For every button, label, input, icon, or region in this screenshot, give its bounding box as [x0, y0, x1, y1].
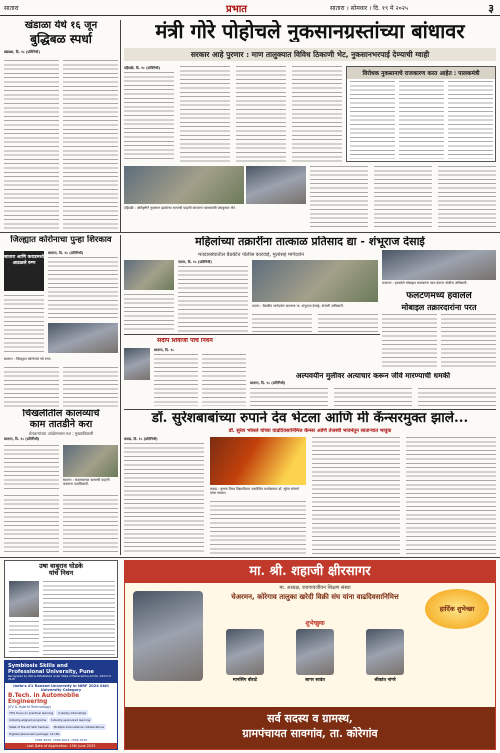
- ad-bullets: [5, 709, 117, 738]
- ad-rank: India's #1 Ranked University in NIRF 2024 Skill University Category: [13, 684, 109, 692]
- phaltan-story: [382, 250, 496, 370]
- ad-symbiosis: [4, 660, 118, 750]
- canal-photo: [63, 445, 118, 477]
- women-photo-small: [124, 260, 174, 290]
- ad-course: B.Tech. in Automobile Engineering: [8, 693, 80, 705]
- women-photo: [252, 260, 378, 302]
- ad-bullet: Multiple international collaborations: [53, 725, 105, 729]
- greeting-badge: हार्दिक शुभेच्छा: [425, 589, 489, 629]
- ad-bullet: 70% focus on practical learning: [9, 711, 54, 715]
- doctor-headline: डॉ. सुरेशबाबांच्या रुपाने देव भेटला आणि मी कॅन्सरमुक्त झाले...: [151, 411, 469, 426]
- ad-bullet: Industry-aligned programs: [9, 718, 47, 722]
- profile-dateline: सातारा, दि. १८: [154, 348, 175, 352]
- obituary-title: उषा बाबूराव घोडके: [39, 562, 83, 570]
- lead-photo-1: [124, 166, 244, 204]
- boxed-story: [346, 66, 496, 162]
- phaltan-caption: फलटण : हरवलेले मोबाइल मालकांना परत देताना पोलीस अधिकारी.: [382, 281, 468, 285]
- wisher-name: मानसिंग बोराटे: [232, 678, 258, 683]
- lead-dateline: दहिवडी, दि. १८ (प्रतिनिधी): [124, 66, 161, 70]
- issue-date: सातारा । सोमवार । दि. १९ मे २०२५: [330, 5, 408, 12]
- lead-body: [124, 66, 342, 162]
- greeting-title: मा. श्री. शहाजी क्षीरसागर: [249, 564, 371, 579]
- wisher-name: श्रीकांत नांगरे: [374, 678, 396, 683]
- ad-phone: 7066 3939, 7066 9004, 7066 3030: [34, 738, 88, 742]
- doctor-body: [124, 437, 496, 555]
- women-headline: महिलांच्या तक्रारींना तात्काळ प्रतिसाद द्या - शंभूराज देसाई: [195, 236, 425, 248]
- corona-story: [4, 235, 118, 407]
- greeting-footer-1: सर्व सदस्य व ग्रामस्थ,: [267, 712, 353, 725]
- women-subhead: मतदारसंघातील बैठकीत पोलीस कारवाई, मुलांसह मार्गदर्शन: [198, 252, 304, 258]
- canal-dateline: सातारा, दि. १८ (प्रतिनिधी): [4, 437, 40, 442]
- chess-title: खंडाळा येथे १६ जून: [24, 20, 98, 31]
- ad-org-2: Professional University, Pune: [8, 669, 94, 675]
- greeting-portrait: [133, 591, 203, 681]
- obituary-box: [4, 560, 118, 658]
- phaltan-title: फलटणमध्ये हवालेले: [406, 292, 472, 301]
- wisher-name: सागर सावंत: [305, 678, 325, 683]
- lead-photo-2: [246, 166, 306, 204]
- abuse-title: अल्पवयीन मुलीवर अत्याचार करून जीवे मारण्याची धमकी: [295, 372, 451, 380]
- ad-tagline: Recognized by UGC & Established under State of Maharashtra Act No. XXXVI of 2018: [8, 675, 111, 681]
- paper-logo: प्रभात: [226, 4, 248, 15]
- canal-story: [4, 409, 118, 555]
- doctor-caption: कराड : कृष्णा विश्व विद्यापीठात आयोजित कार्यक्रमात डॉ. सुरेश भोसले यांचा सत्कार.: [210, 487, 299, 496]
- ad-org: Symbiosis Skills and: [8, 663, 68, 669]
- page-number: ३: [488, 2, 494, 15]
- wisher-photo: [366, 629, 404, 675]
- profile-story: [124, 338, 246, 406]
- lead-subhead: सरकार आहे पुरणार : माण तालुक्यात विविध ठिकाणी भेट, नुकसानभरपाई देण्याची ग्वाही: [124, 48, 496, 61]
- women-caption: पाटण : बैठकीत मार्गदर्शन करताना ना. शंभूराज देसाई, शेजारी अधिकारी.: [252, 304, 344, 308]
- chess-story: [4, 20, 118, 230]
- lead-headline: मंत्री गोरे पोहोचले नुकसानग्रस्तांच्या बांधावर: [155, 20, 465, 42]
- wisher-card: [215, 629, 275, 699]
- phaltan-title-2: मोबाइल तक्रारदारांना परत: [401, 303, 477, 312]
- abuse-story: [250, 372, 496, 408]
- wishers-title: शुभेच्छुक: [305, 620, 325, 627]
- corona-caption: सातारा : जिल्ह्यात कोरोनाचे नवे रुग्ण.: [4, 357, 52, 361]
- greeting-footer-2: ग्रामपंचायत सावगांव, ता. कोरेगांव: [242, 727, 378, 740]
- doctor-dateline: कराड, दि. १८ (प्रतिनिधी): [124, 437, 158, 441]
- wisher-photo: [226, 629, 264, 675]
- section-label: सातारा: [4, 5, 19, 12]
- wisher-card: [355, 629, 415, 699]
- canal-caption: सातारा : कालव्याच्या कामाची पाहणी करताना पदाधिकारी.: [63, 478, 110, 487]
- wisher-card: [285, 629, 345, 699]
- profile-photo: [124, 348, 150, 380]
- boxed-story-title: विरोधक नुकसानाचे राजकारण करत आहेत : पालकमंत्री: [347, 67, 495, 79]
- women-body: [124, 260, 378, 332]
- obituary-photo: [9, 581, 39, 617]
- lead-continuation: [310, 166, 496, 228]
- doctor-photo: [210, 437, 306, 485]
- wishers-row: [215, 629, 415, 699]
- profile-title: संदीप शिवाजी पांचे निधन: [157, 338, 213, 344]
- women-dateline: पाटण, दि. १८ (प्रतिनिधी): [178, 260, 212, 264]
- doctor-subhead: डॉ. सुरेश भोसले यांच्या वाढदिवसानिमित्त कॅन्सर आणि तेजस्वी भावनेतून साताऱ्यात भावुक: [228, 428, 392, 434]
- wisher-photo: [296, 629, 334, 675]
- chess-subtitle: बुद्धिबळ स्पर्धा: [30, 32, 92, 46]
- corona-kicker: सातारा आणि कराडमध्ये आढळले रुग्ण: [4, 251, 44, 291]
- corona-photo: [48, 323, 118, 353]
- ad-bullet: State of the art Skill Centres: [9, 725, 49, 729]
- lead-caption: दहिवडी : अतिवृष्टीने नुकसान झालेल्या भागाची पाहणी करताना पालकमंत्री जयकुमार गोरे.: [124, 206, 236, 210]
- canal-subtitle: शेतकऱ्यांच्या आंदोलनाला यश ; मुख्याधिकारी: [28, 431, 94, 437]
- abuse-dateline: सातारा, दि. १८ (प्रतिनिधी): [250, 381, 286, 386]
- canal-title-2: काम तातडीने करा: [29, 418, 93, 430]
- ad-bullet: Industry-sponsored learning: [51, 718, 91, 722]
- chess-dateline: खंडाळा, दि. १८ (प्रतिनिधी): [4, 50, 40, 55]
- obituary-title-2: यांचे निधन: [48, 569, 74, 578]
- corona-title: जिल्ह्यात कोरोनाचा पुन्हा शिरकाव: [10, 235, 112, 244]
- corona-dateline: सातारा, दि. १८ (प्रतिनिधी): [48, 251, 84, 255]
- canal-title: चिखलीतील कालव्याचे: [22, 409, 100, 419]
- ad-bullet: Industry internships: [58, 711, 87, 715]
- phaltan-photo: [382, 250, 496, 280]
- greeting-subtitle: मा. अध्यक्ष, रायगावजीवन शिक्षण संस्था: [279, 585, 351, 591]
- greeting-line: चेअरमन, कोरेगाव तालुका खरेदी विक्री संघ यांना वाढदिवसानिमित्त: [231, 593, 399, 601]
- ad-bullet: Highest placement package: 12 LPA: [9, 732, 60, 736]
- ad-footer: Last Date of Application: 15th June 2025: [5, 743, 117, 749]
- ad-course-sub: (EV & Hybrid Technology): [8, 705, 52, 709]
- ad-greeting: [124, 560, 496, 750]
- page-header: [0, 0, 500, 16]
